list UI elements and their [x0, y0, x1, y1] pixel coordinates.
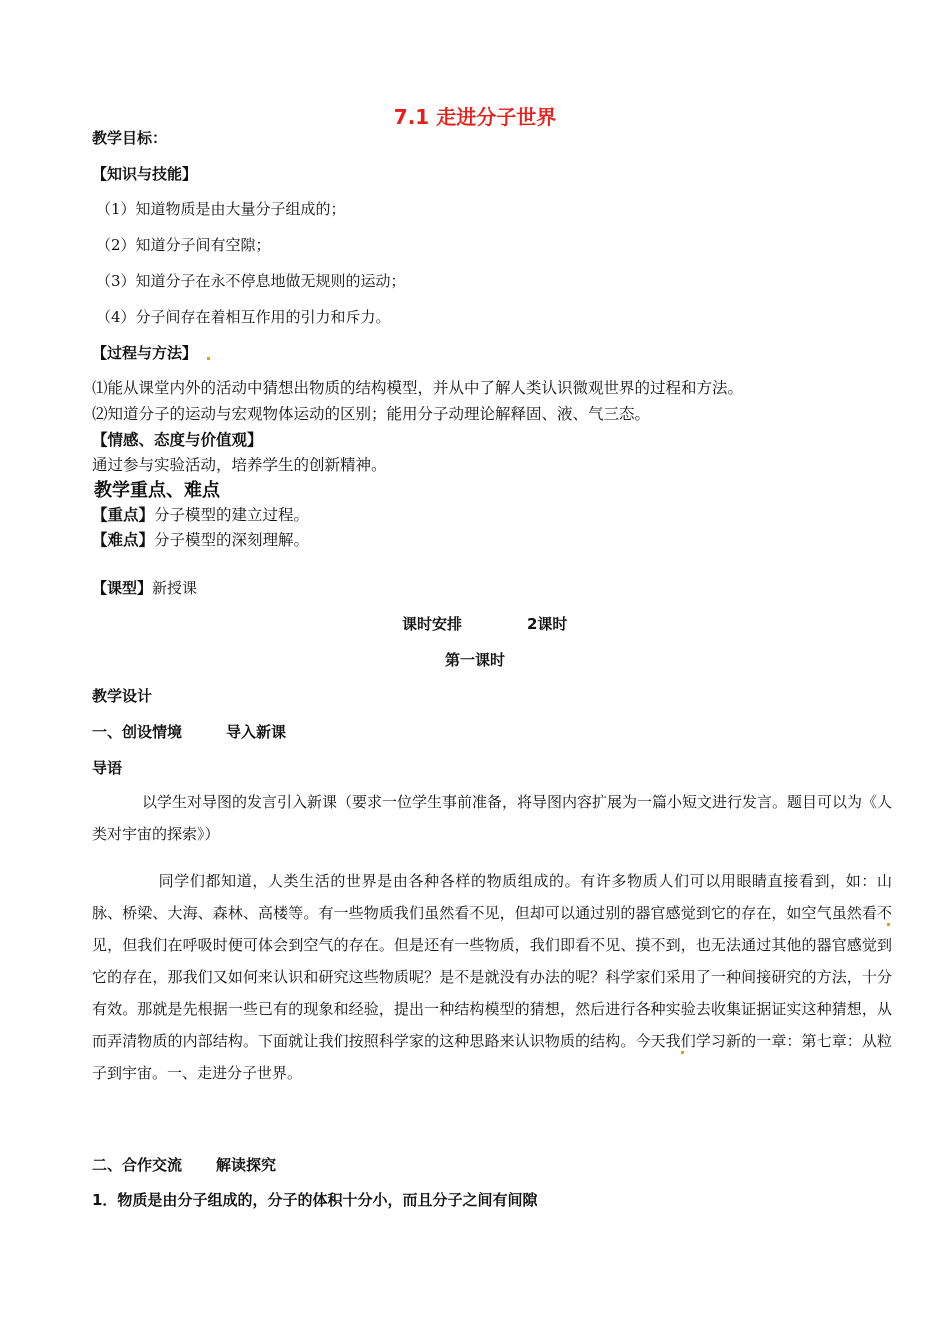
- intro-paragraph: [92, 786, 892, 850]
- key-point-label: 【重点】: [92, 506, 155, 524]
- difficulty-label: 【难点】: [92, 531, 155, 549]
- intro-para-text: 以学生对导图的发言引入新课（要求一位学生事前准备，将导图内容扩展为一篇小短文进行发言。题目可以为《人类对宇宙的探索》）: [92, 793, 893, 843]
- main-paragraph: [92, 865, 892, 1089]
- section1-a: 一、创设情境: [92, 723, 183, 741]
- difficulty-text: 分子模型的深刻理解。: [154, 531, 310, 549]
- type-text: 新授课: [152, 579, 198, 597]
- key-point-line: [92, 505, 309, 525]
- difficulty-line: [92, 530, 309, 550]
- key-heading: 教学重点、难点: [94, 480, 220, 501]
- knowledge-heading: 【知识与技能】: [92, 165, 198, 183]
- mark-dot: [681, 1051, 684, 1054]
- key-point-text: 分子模型的建立过程。: [154, 506, 310, 524]
- knowledge-item: （3）知道分子在永不停息地做无规则的运动；: [96, 272, 406, 290]
- section2-b: 解读探究: [216, 1156, 277, 1174]
- emotion-heading: 【情感、态度与价值观】: [92, 431, 263, 449]
- mark-dot: [887, 923, 890, 926]
- type-label: 【课型】: [92, 579, 153, 597]
- process-heading: 【过程与方法】: [92, 344, 198, 362]
- knowledge-item: （1）知道物质是由大量分子组成的；: [96, 200, 346, 218]
- section2-a: 二、合作交流: [92, 1156, 183, 1174]
- design-heading: 教学设计: [92, 687, 153, 705]
- knowledge-item: （2）知道分子间有空隙；: [96, 236, 271, 254]
- process-item: ⑵知道分子的运动与宏观物体运动的区别；能用分子动理论解释固、液、气三态。: [92, 405, 651, 423]
- emotion-text: 通过参与实验活动，培养学生的创新精神。: [92, 456, 387, 474]
- objectives-heading: 教学目标：: [92, 129, 168, 147]
- page-title: 7.1 走进分子世界: [393, 105, 557, 129]
- section1-b: 导入新课: [226, 723, 287, 741]
- schedule-label: 课时安排: [402, 615, 463, 633]
- mark-dot: [207, 357, 210, 360]
- point-1: 1．物质是由分子组成的，分子的体积十分小，而且分子之间有间隙: [92, 1191, 538, 1209]
- lesson-one-heading: 第一课时: [444, 651, 505, 669]
- intro-heading: 导语: [92, 759, 123, 777]
- process-item: ⑴能从课堂内外的活动中猜想出物质的结构模型，并从中了解人类认识微观世界的过程和方法。: [92, 379, 744, 397]
- main-para-text: 同学们都知道，人类生活的世界是由各种各样的物质组成的。有许多物质人们可以用眼睛直接看到，如：山脉、桥梁、大海、森林、高楼等。有一些物质我们虽然看不见，但却可以通过别的器官感觉到它的存在，如空气虽然看不见，但我们在呼吸时便可体会到空气的存在。但是还有一些物质，我们即看不见、摸不到，也无法通过其他的器官感觉到它的存在，那我们又如何来认识和研究这些物质呢？是不是就没有办法的呢？科学家们采用了一种间接研究的方法，十分有效。那就是先根据一些已有的现象和经验，提出一种结构模型的猜想，然后进行各种实验去收集证据证实这种猜想，从而弄清物质的内部结构。下面就让我们按照科学家的这种思路来认识物质的结构。今天我们学习新的一章：第七章：从粒子到宇宙。一、走进分子世界。: [92, 872, 892, 1082]
- lesson-type-line: [92, 578, 197, 598]
- schedule-value: 2课时: [527, 615, 568, 633]
- knowledge-item: （4）分子间存在着相互作用的引力和斥力。: [96, 308, 391, 326]
